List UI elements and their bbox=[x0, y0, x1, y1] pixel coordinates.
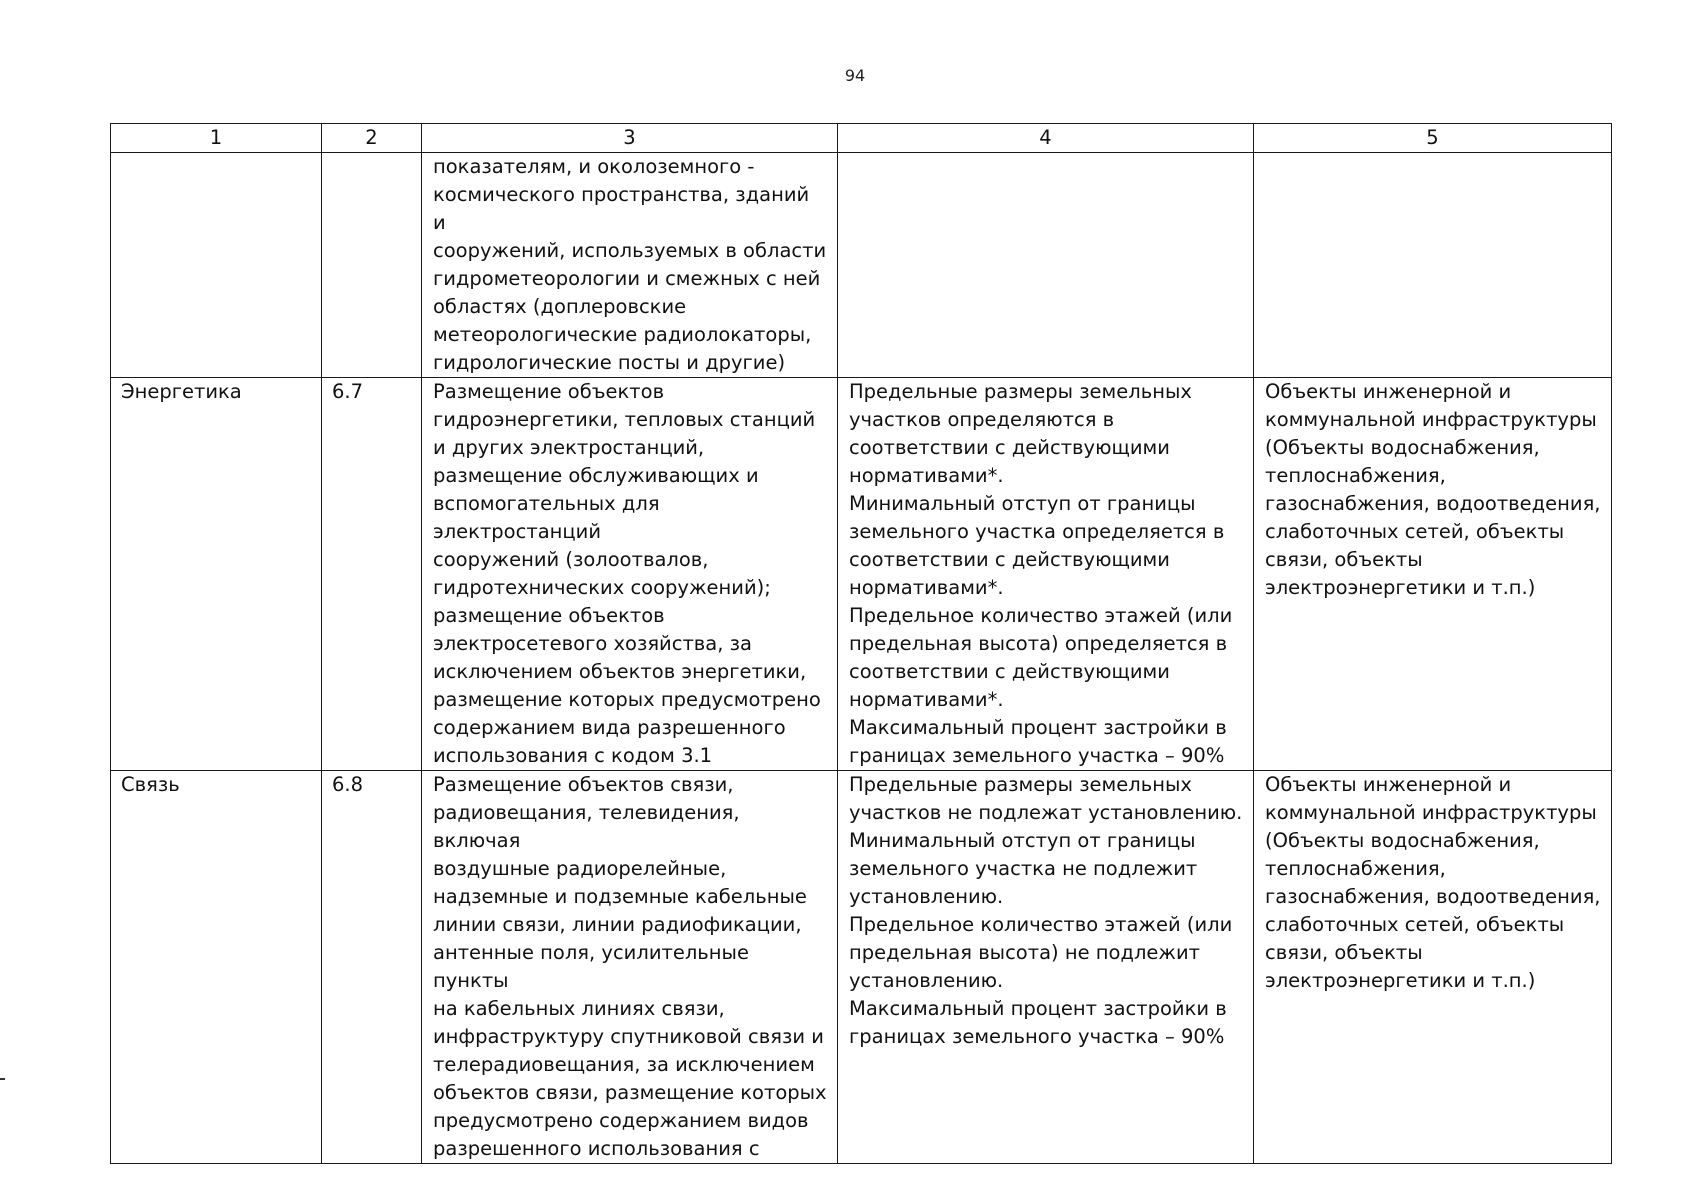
use-type-description: показателям, и околоземного - космического пространства, зданий и сооружений, используемых в области гидрометеорологии и смежных с ней областях (доплеровские метеорологические радиолокаторы, гидрологические посты и другие) bbox=[422, 153, 838, 378]
table-header-row bbox=[111, 124, 1612, 153]
scan-edge-mark bbox=[0, 1078, 5, 1080]
use-type-code bbox=[322, 153, 422, 378]
table-row bbox=[111, 771, 1612, 1164]
permitted-objects bbox=[1254, 153, 1612, 378]
limit-parameters: Предельные размеры земельных участков определяются в соответствии с действующими нормативами*. Минимальный отступ от границы земельного участка определяется в соответствии с действующими нормативами*. Предельное количество этажей (или предельная высота) определяется в соответствии с действующими нормативами*. Максимальный процент застройки в границах земельного участка – 90% bbox=[838, 378, 1254, 771]
column-header: 4 bbox=[838, 124, 1254, 153]
zoning-table bbox=[110, 123, 1612, 1164]
use-type-code: 6.8 bbox=[322, 771, 422, 1164]
permitted-objects: Объекты инженерной и коммунальной инфраструктуры (Объекты водоснабжения, теплоснабжения, газоснабжения, водоотведения, слаботочных сетей, объекты связи, объекты электроэнергетики и т.п.) bbox=[1254, 378, 1612, 771]
column-header: 5 bbox=[1254, 124, 1612, 153]
column-header: 3 bbox=[422, 124, 838, 153]
table-row bbox=[111, 153, 1612, 378]
table-row bbox=[111, 378, 1612, 771]
column-header: 2 bbox=[322, 124, 422, 153]
column-header: 1 bbox=[111, 124, 322, 153]
use-type-name: Энергетика bbox=[111, 378, 322, 771]
permitted-objects: Объекты инженерной и коммунальной инфраструктуры (Объекты водоснабжения, теплоснабжения, газоснабжения, водоотведения, слаботочных сетей, объекты связи, объекты электроэнергетики и т.п.) bbox=[1254, 771, 1612, 1164]
use-type-description: Размещение объектов гидроэнергетики, тепловых станций и других электростанций, размещение обслуживающих и вспомогательных для электростанций сооружений (золоотвалов, гидротехнических сооружений); размещение объектов электросетевого хозяйства, за исключением объектов энергетики, размещение которых предусмотрено содержанием вида разрешенного использования с кодом 3.1 bbox=[422, 378, 838, 771]
limit-parameters: Предельные размеры земельных участков не подлежат установлению. Минимальный отступ от границы земельного участка не подлежит установлению. Предельное количество этажей (или предельная высота) не подлежит установлению. Максимальный процент застройки в границах земельного участка – 90% bbox=[838, 771, 1254, 1164]
limit-parameters bbox=[838, 153, 1254, 378]
use-type-code: 6.7 bbox=[322, 378, 422, 771]
use-type-description: Размещение объектов связи, радиовещания, телевидения, включая воздушные радиорелейные, надземные и подземные кабельные линии связи, линии радиофикации, антенные поля, усилительные пункты на кабельных линиях связи, инфраструктуру спутниковой связи и телерадиовещания, за исключением объектов связи, размещение которых предусмотрено содержанием видов разрешенного использования с bbox=[422, 771, 838, 1164]
page-number: 94 bbox=[844, 66, 866, 85]
use-type-name: Связь bbox=[111, 771, 322, 1164]
use-type-name bbox=[111, 153, 322, 378]
